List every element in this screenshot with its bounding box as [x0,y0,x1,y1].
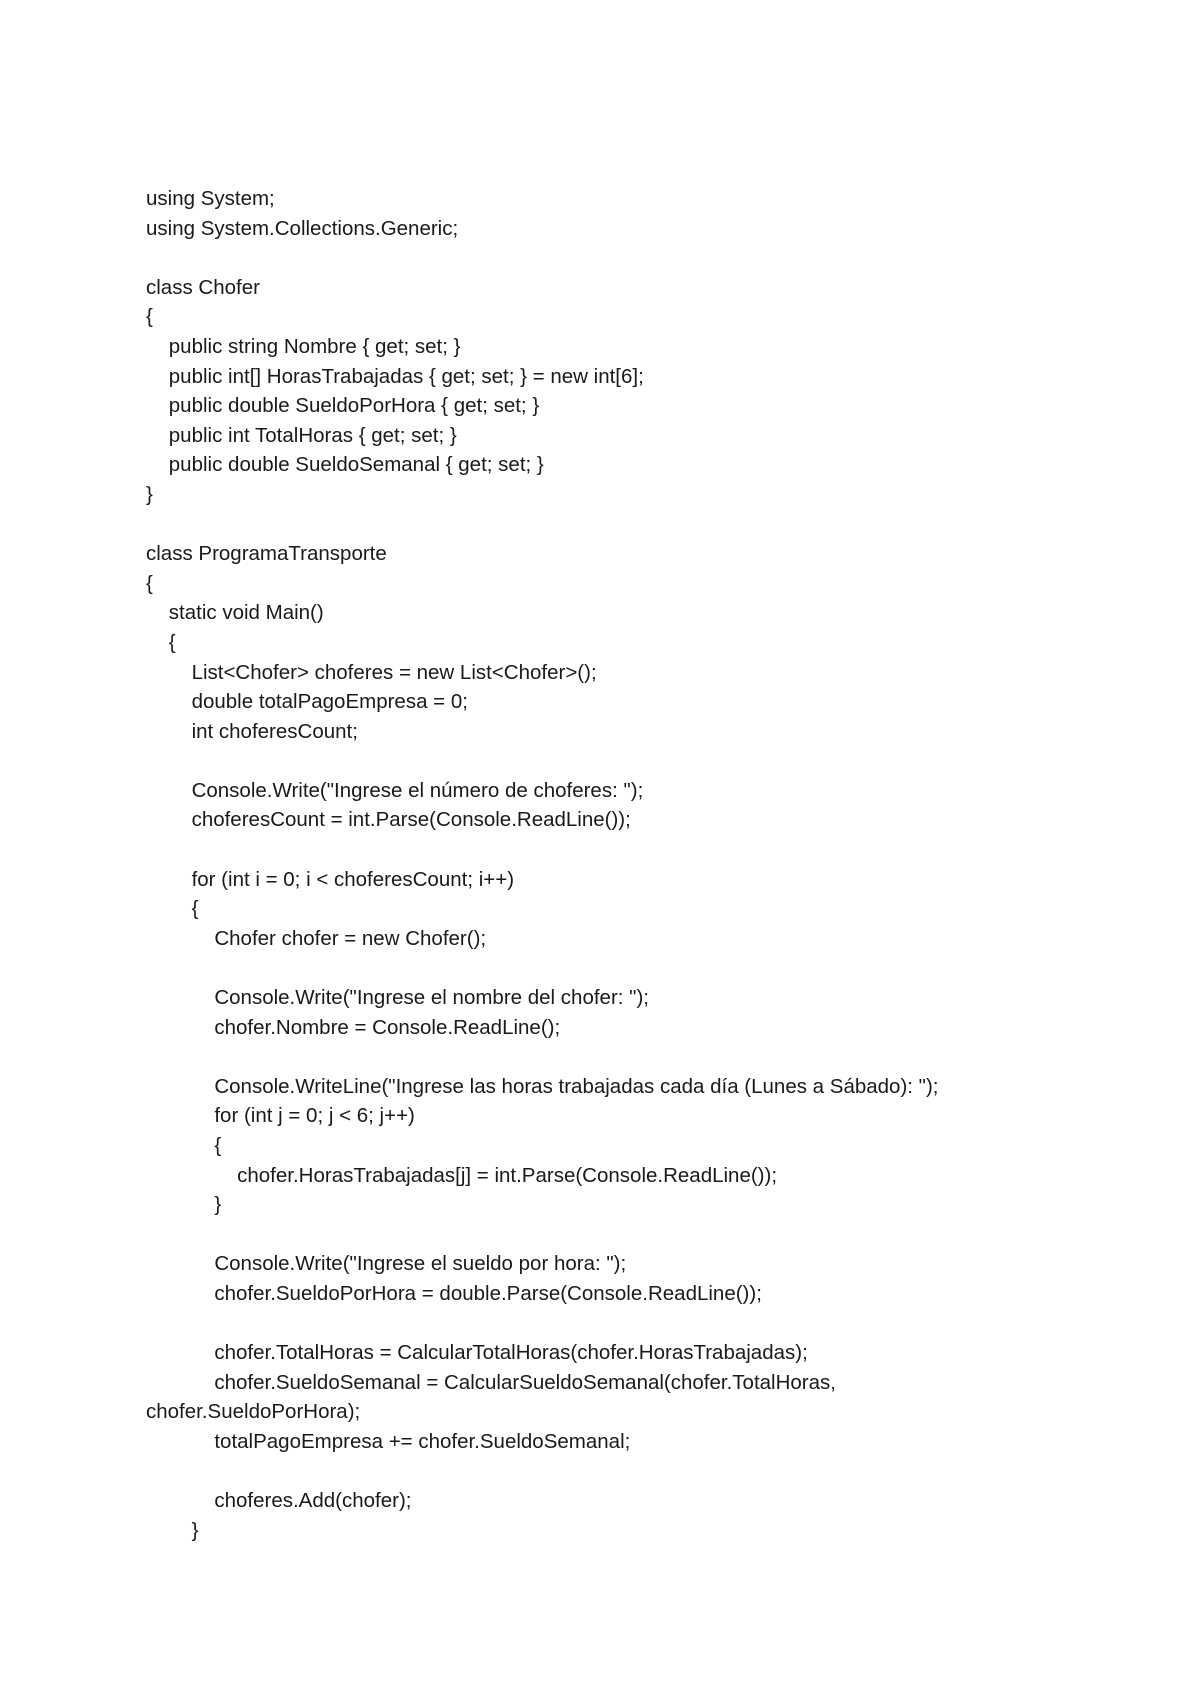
code-line: public int[] HorasTrabajadas { get; set; } = new int[6]; [146,364,644,388]
code-line: using System.Collections.Generic; [146,216,459,240]
code-line [146,746,1146,776]
code-line: { [146,305,153,329]
code-line: } [146,1518,199,1542]
code-line [146,1457,1146,1487]
code-line: static void Main() [146,601,324,625]
code-line: Chofer chofer = new Chofer(); [146,926,487,950]
code-line: totalPagoEmpresa += chofer.SueldoSemanal; [146,1429,631,1453]
code-line: } [146,1193,222,1217]
code-line: { [146,897,199,921]
code-line: int choferesCount; [146,719,358,743]
code-line: public double SueldoSemanal { get; set; } [146,453,544,477]
code-line: { [146,630,176,654]
code-line [146,510,1146,540]
code-line: { [146,1134,222,1157]
code-line: chofer.SueldoPorHora = double.Parse(Console.ReadLine()); [146,1281,762,1305]
code-line: for (int j = 0; j < 6; j++) [146,1104,415,1128]
code-line: choferesCount = int.Parse(Console.ReadLine()); [146,808,631,832]
code-line: chofer.HorasTrabajadas[j] = int.Parse(Console.ReadLine()); [146,1163,778,1187]
code-line: Console.Write("Ingrese el número de choferes: "); [146,778,644,802]
code-line: Console.Write("Ingrese el nombre del chofer: "); [146,986,649,1010]
code-line: Console.WriteLine("Ingrese las horas trabajadas cada día (Lunes a Sábado): "); [146,1074,939,1098]
code-line: chofer.SueldoPorHora); [146,1400,361,1424]
code-line: } [146,482,153,506]
code-line: { [146,571,153,595]
code-line: class Chofer [146,275,260,299]
code-line: public int TotalHoras { get; set; } [146,423,457,447]
code-line: class ProgramaTransporte [146,542,387,566]
code-line [146,835,1146,865]
code-block [146,184,1146,1545]
code-line: double totalPagoEmpresa = 0; [146,690,468,714]
code-line [146,1042,1146,1072]
code-line: public double SueldoPorHora { get; set; } [146,394,540,418]
code-line [146,1220,1146,1250]
code-line: chofer.SueldoSemanal = CalcularSueldoSemanal(chofer.TotalHoras, [146,1370,836,1394]
code-line [146,1309,1146,1339]
code-line [146,953,1146,983]
code-line: for (int i = 0; i < choferesCount; i++) [146,867,515,891]
code-line: using System; [146,187,275,210]
code-line: public string Nombre { get; set; } [146,334,461,358]
code-line: choferes.Add(chofer); [146,1489,412,1513]
code-line: chofer.Nombre = Console.ReadLine(); [146,1015,561,1039]
code-line: chofer.TotalHoras = CalcularTotalHoras(chofer.HorasTrabajadas); [146,1341,808,1365]
code-line: List<Chofer> choferes = new List<Chofer>(); [146,660,597,684]
code-line [146,243,1146,273]
code-line: Console.Write("Ingrese el sueldo por hora: "); [146,1252,627,1276]
